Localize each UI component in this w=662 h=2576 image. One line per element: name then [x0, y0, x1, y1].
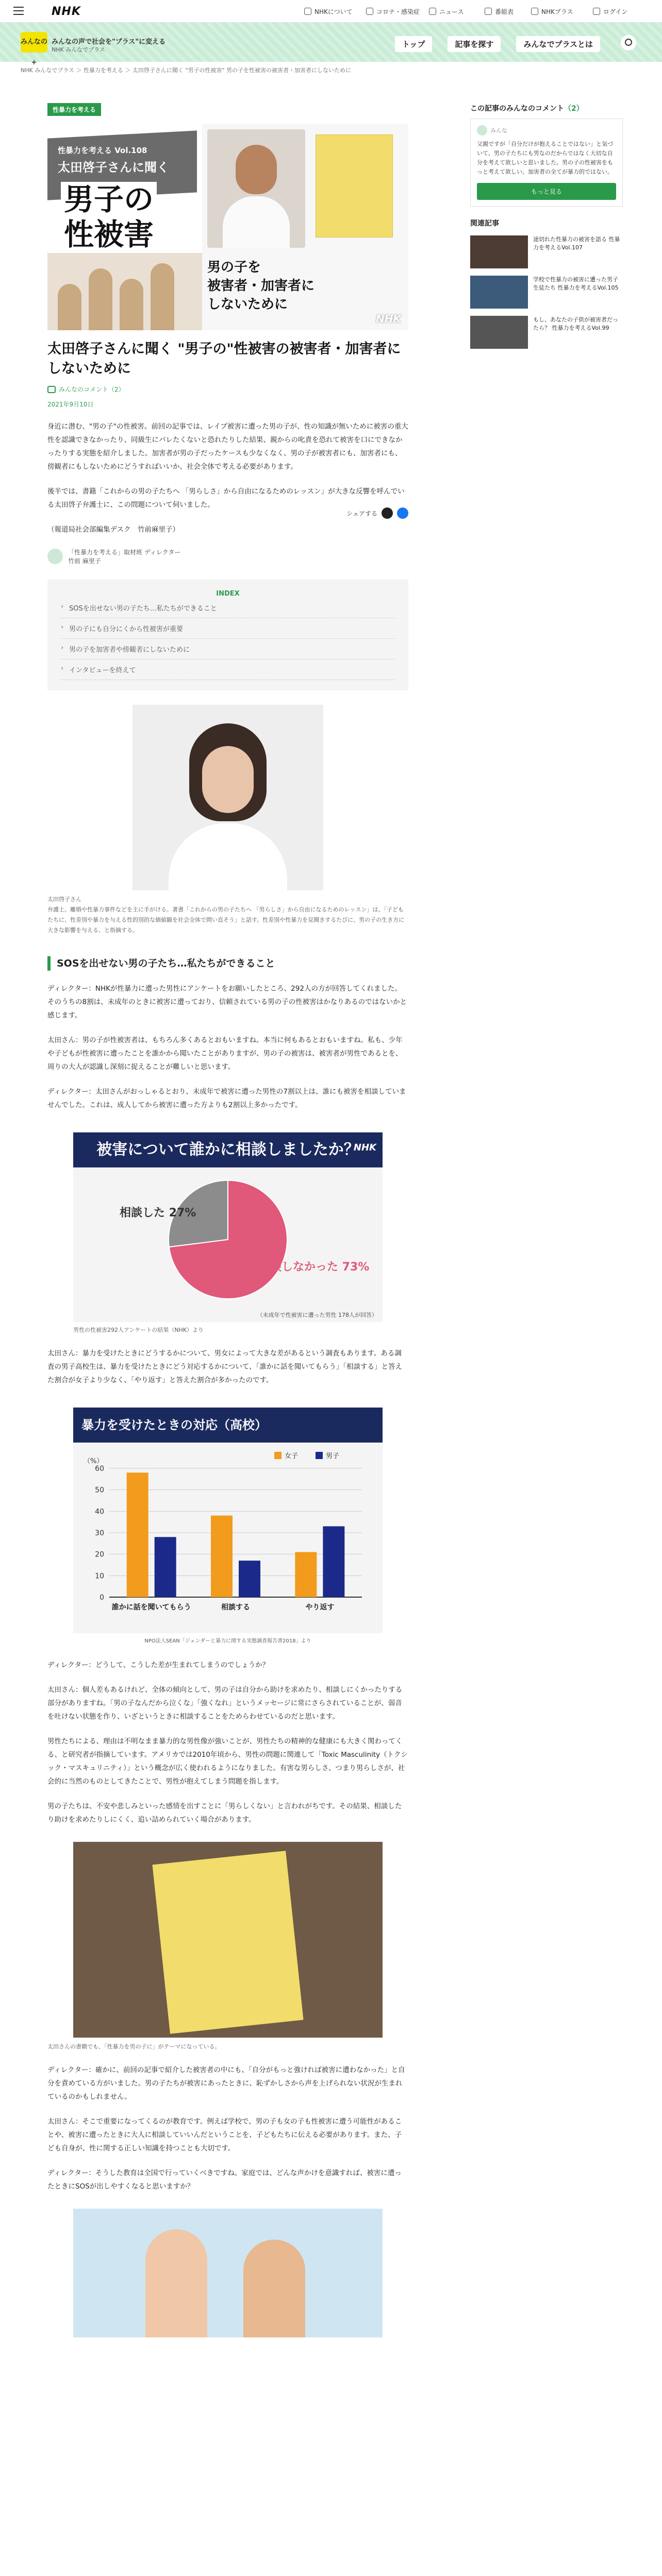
- banner-subtitle: NHK みんなでプラス: [52, 46, 105, 53]
- table-of-contents: [47, 580, 408, 690]
- nhk-icon: [304, 8, 311, 15]
- hero-portrait: [207, 129, 305, 248]
- book-photo: [73, 1842, 383, 2038]
- legend-label: 男子: [326, 1452, 340, 1460]
- avatar: [477, 125, 487, 135]
- service-link-news[interactable]: ニュース: [429, 7, 464, 15]
- author-role: 「性暴力を考える」取材班 ディレクター: [68, 549, 181, 556]
- intro-paragraph: 身近に潜む、"男の子"の性被害。前回の記事では、レイプ被害に遭った男の子が、性の知識が無いために被害の重大性を認識できなかったり、同級生にバレたくないと恐れたりした結果、親からの叱責を恐れて被害を口にできなかったりする実態を紹介しました。加害者が男の子だったケースも少なくなく、男の子が被害者にも、加害者にも、傍観者にもしないためにどうすればいいか、社会全体で考える必要があります。: [47, 422, 408, 471]
- x-tick-label: 誰かに話を聞いてもらう: [111, 1603, 191, 1612]
- nav-about[interactable]: みんなでプラスとは: [516, 36, 600, 52]
- intro-paragraph: 後半では、書籍「これからの男の子たちへ 「男らしさ」から自由になるためのレッスン」が大きな反響を呼んでいる太田啓子弁護士に、この問題について伺いました。: [47, 487, 405, 509]
- y-tick-label: 0: [100, 1594, 104, 1602]
- menu-icon[interactable]: [13, 7, 24, 15]
- paragraph: 男の子たちは、不安や悲しみといった感情を出すことに「男らしくない」と言われがちです。その結果、相談したり助けを求めたりしにくく、追い詰められていく場合があります。: [47, 1802, 402, 1824]
- minnano-plus-logo[interactable]: みんなの+: [21, 32, 47, 53]
- section-heading: SOSを出せない男の子たち…私たちができること: [47, 956, 408, 971]
- x-tick-label: やり返す: [305, 1603, 335, 1612]
- chart-source: 男性の性被害292人アンケートの結果（NHK）より: [73, 1327, 204, 1333]
- related-heading: 関連記事: [470, 219, 499, 228]
- paragraph: ディレクター：どうして、こうした差が生まれてしまうのでしょうか？: [47, 1661, 270, 1669]
- credit-line: （報道局社会部編集デスク 竹前麻里子）: [47, 526, 179, 534]
- nhk-watermark: NHK: [376, 313, 401, 325]
- y-tick-label: 20: [95, 1550, 104, 1559]
- nav-top[interactable]: トップ: [395, 36, 433, 52]
- y-tick-label: 40: [95, 1507, 104, 1516]
- index-item[interactable]: › 男の子にも自分にくから性被害が重要: [61, 618, 395, 639]
- index-item[interactable]: › インタビューを終えて: [61, 659, 395, 680]
- book-image: [316, 134, 393, 238]
- related-thumbnail: [470, 235, 528, 268]
- calendar-icon: [485, 8, 492, 15]
- banner-tagline: みんなの声で社会を"プラス"に変える: [52, 38, 166, 46]
- service-link-schedule[interactable]: 番組表: [485, 7, 514, 15]
- y-tick-label: 50: [95, 1486, 104, 1495]
- avatar: [47, 549, 63, 564]
- breadcrumb[interactable]: NHK みんなでプラス ＞ 性暴力を考える ＞ 太田啓子さんに聞く "男子の性被害" 男の子を性被害の被害者・加害者にしないために: [21, 67, 351, 74]
- comment-card: [470, 118, 623, 207]
- paragraph: ディレクター：NHKが性暴力に遭った男性にアンケートをお願いしたところ、292人の方が回答してくれました。そのうちの8割は、未成年のときに被害に遭っており、信頼されている男の子の性被害はかなりあるのではないかと感じます。: [47, 985, 407, 1020]
- legend-swatch: [274, 1452, 282, 1459]
- illustration-image: [73, 2209, 383, 2337]
- comment-icon: [47, 386, 56, 393]
- index-item[interactable]: › 男の子を加害者や傍観者にしないために: [61, 639, 395, 659]
- y-tick-label: 10: [95, 1572, 104, 1581]
- legend-label: 女子: [285, 1452, 299, 1460]
- author-block: [47, 548, 408, 565]
- play-icon: [531, 8, 538, 15]
- paragraph: 男性たちによる、理由は不明なまま暴力的な男性像が強いことが、男性たちの精神的な健康にも大きく関わってくる、と研究者が指摘しています。アメリカでは2010年頃から、男性の問題に関連して「Toxic Masculinity（トクシック・マスキュリニティ）」という概念が広く使われるようになりました。有害な男らしさ、つまり男らしさが、社会的に当然のものとしてきたことで、男性が抱えてしまう問題を指します。: [47, 1737, 408, 1786]
- article-title: 太田啓子さんに聞く "男子の"性被害の被害者・加害者にしないために: [47, 341, 401, 377]
- search-icon[interactable]: [621, 35, 636, 50]
- user-icon: [593, 8, 600, 15]
- paragraph: ディレクター：そうした教育は全国で行っていくべきですね。家庭では、どんな声かけを意識すれば、被害に遭ったときにSOSが出しやすくなると思いますか？: [47, 2169, 402, 2191]
- y-axis-label: （%）: [84, 1458, 104, 1465]
- bar: [323, 1527, 344, 1598]
- site-banner: [0, 23, 662, 66]
- paragraph: ディレクター：太田さんがおっしゃるとおり、未成年で被害に遭った男性の7割以上は、誰にも被害を相談していませんでした。これは、成人してから被害に遭った方よりも2割以上多かったです。: [47, 1088, 406, 1109]
- x-tick-label: 相談する: [221, 1603, 250, 1612]
- related-thumbnail: [470, 276, 528, 309]
- category-badge[interactable]: 性暴力を考える: [47, 103, 101, 116]
- hero-illustration: [47, 253, 202, 330]
- comment-link[interactable]: みんなのコメント（2）: [47, 385, 408, 394]
- paragraph: ディレクター：確かに、前回の記事で紹介した被害者の中にも、「自分がもっと強ければ被害に遭わなかった」と自分を責めている方がいました。男の子たちが被害にあったときに、恥ずかしさから声を上げられない状況が生まれているのかもしれません。: [47, 2066, 405, 2101]
- service-link-covid[interactable]: コロナ・感染症: [366, 7, 420, 15]
- hero-image: [47, 124, 408, 330]
- y-tick-label: 60: [95, 1465, 104, 1473]
- share-bar: [346, 507, 408, 519]
- hero-caption: 男の子を 被害者・加害者に しないために: [207, 260, 315, 312]
- nhk-logo[interactable]: NHK: [52, 5, 81, 18]
- photo-caption: 太田啓子さん 弁護士。離婚や性暴力事件などを主に手がける。著書「これからの男の子たちへ 「男らしさ」から自由になるためのレッスン」は、「子どもたちに、性差別や暴力を与える性的別的な価値観を社会全体で問い直そう」と話す。性差別や性暴力を見聞きするたびに、男の子の生き方に大きな影響を与える、と指摘する。: [47, 896, 405, 934]
- publish-date: 2021年9月10日: [47, 401, 94, 408]
- author-name: 竹前 麻里子: [68, 557, 101, 565]
- hero-big-title: 男子の 性被害: [61, 182, 157, 252]
- login-link[interactable]: ログイン: [593, 7, 627, 15]
- chart-title: 被害について誰かに相談しましたか？ NHK: [73, 1132, 383, 1167]
- facebook-share-icon[interactable]: [397, 507, 408, 519]
- paragraph: 太田さん：個人差もあるけれど、全体の傾向として、男の子は自分から助けを求めたり、相談しにくかったりする部分がありますね。「男の子なんだから泣くな」「強くなれ」というメッセージに常にさらされていることが、弱音を吐けない状態を作り、いざというときに相談することをためらわせているのだと思います。: [47, 1686, 403, 1721]
- related-articles: [470, 218, 623, 349]
- y-tick-label: 30: [95, 1529, 104, 1537]
- legend-swatch: [316, 1452, 323, 1459]
- bar-chart: [73, 1408, 383, 1647]
- bar: [211, 1516, 233, 1597]
- paragraph: 太田さん：男の子が性被害者は、もちろん多くあるとおもいますね。本当に何もあるとおもいますね。私も、少年や子どもが性被害に遭ったことを誰かから聞いたことがありますが、男の子の被害は、被害者が男性であるとを、周りの大人が認識し深刻に捉えることが難しいと思います。: [47, 1036, 403, 1071]
- chart-title: 暴力を受けたときの対応（高校）: [73, 1408, 383, 1443]
- pie-chart: [73, 1132, 383, 1322]
- index-title: INDEX: [216, 590, 240, 598]
- index-item[interactable]: › SOSを出せない男の子たち…私たちができること: [61, 598, 395, 618]
- related-thumbnail: [470, 316, 528, 349]
- paragraph: 太田さん：暴力を受けたときにどうするかについて、男女によって大きな差があるという調査もあります。ある調査の男子高校生は、暴力を受けたときにどう対応するかについて、「誰かに話を聞いてもらう」「相談する」と答えた割合が女子より少なく、「やり返す」と答えた割合が多かったのです。: [47, 1349, 402, 1384]
- bar: [127, 1472, 148, 1597]
- sidebar: [470, 103, 623, 349]
- x-share-icon[interactable]: [382, 507, 393, 519]
- hero-name: 太田啓子さんに聞く: [58, 160, 169, 175]
- nhk-watermark: NHK: [353, 1142, 376, 1153]
- related-item[interactable]: 学校で性暴力の被害に遭った男子生徒たち 性暴力を考えるVol.105: [470, 276, 623, 309]
- share-label: シェアする: [346, 510, 377, 517]
- bar: [295, 1552, 317, 1598]
- chart-source: NPO法人SEAN「ジェンダーと暴力に関する実態調査報告書2018」より: [144, 1638, 311, 1644]
- more-comments-button[interactable]: もっと見る: [477, 183, 616, 200]
- bar-svg: [73, 1443, 383, 1633]
- chart-note: （未成年で性被害に遭った男性 178人が回答）: [257, 1312, 377, 1318]
- virus-icon: [366, 8, 373, 15]
- hero-series: 性暴力を考える Vol.108: [58, 146, 147, 155]
- nav-search-articles[interactable]: 記事を探す: [448, 36, 501, 52]
- related-item[interactable]: もし、あなたの子供が被害者だったら？ 性暴力を考えるVol.99: [470, 316, 623, 349]
- portrait-photo: [133, 705, 323, 890]
- related-item[interactable]: 途切れた性暴力の被害を語る 性暴力を考えるVol.107: [470, 235, 623, 268]
- photo-caption: 太田さんの書籍でも、「性暴力を男の子に」がテーマになっている。: [47, 2043, 221, 2050]
- slice-label: 相談しなかった 73%: [259, 1261, 370, 1274]
- service-link-about[interactable]: NHKについて: [304, 7, 353, 15]
- bar: [239, 1561, 260, 1597]
- slice-label: 相談した 27%: [120, 1207, 196, 1219]
- pie-svg: [73, 1167, 383, 1322]
- news-icon: [429, 8, 436, 15]
- comments-heading: この記事のみんなのコメント（2）: [470, 105, 584, 113]
- service-link-nhkplus[interactable]: NHKプラス: [531, 7, 573, 15]
- top-bar: [0, 0, 662, 23]
- comment-user: みんな: [490, 127, 507, 134]
- article: [47, 103, 408, 2337]
- comment-text: 父親ですが「自分だけが抱えることではない」と気づいて、男の子たちにも男なのだからではなく大切な自分を考えて欲しいと思いました。男の子の性被害をもっと考えて欲しい。加害者の全てが暴力的ではない。: [477, 141, 613, 175]
- bar: [155, 1537, 176, 1597]
- global-nav: [395, 36, 600, 52]
- paragraph: 太田さん：そこで重要になってくるのが教育です。例えば学校で、男の子も女の子も性被害に遭う可能性があることや、被害に遭ったときに大人に相談していいんだということを、子どもたちに伝える必要があります。また、子ども自身が、性に関する正しい知識を持つことも大切です。: [47, 2117, 402, 2153]
